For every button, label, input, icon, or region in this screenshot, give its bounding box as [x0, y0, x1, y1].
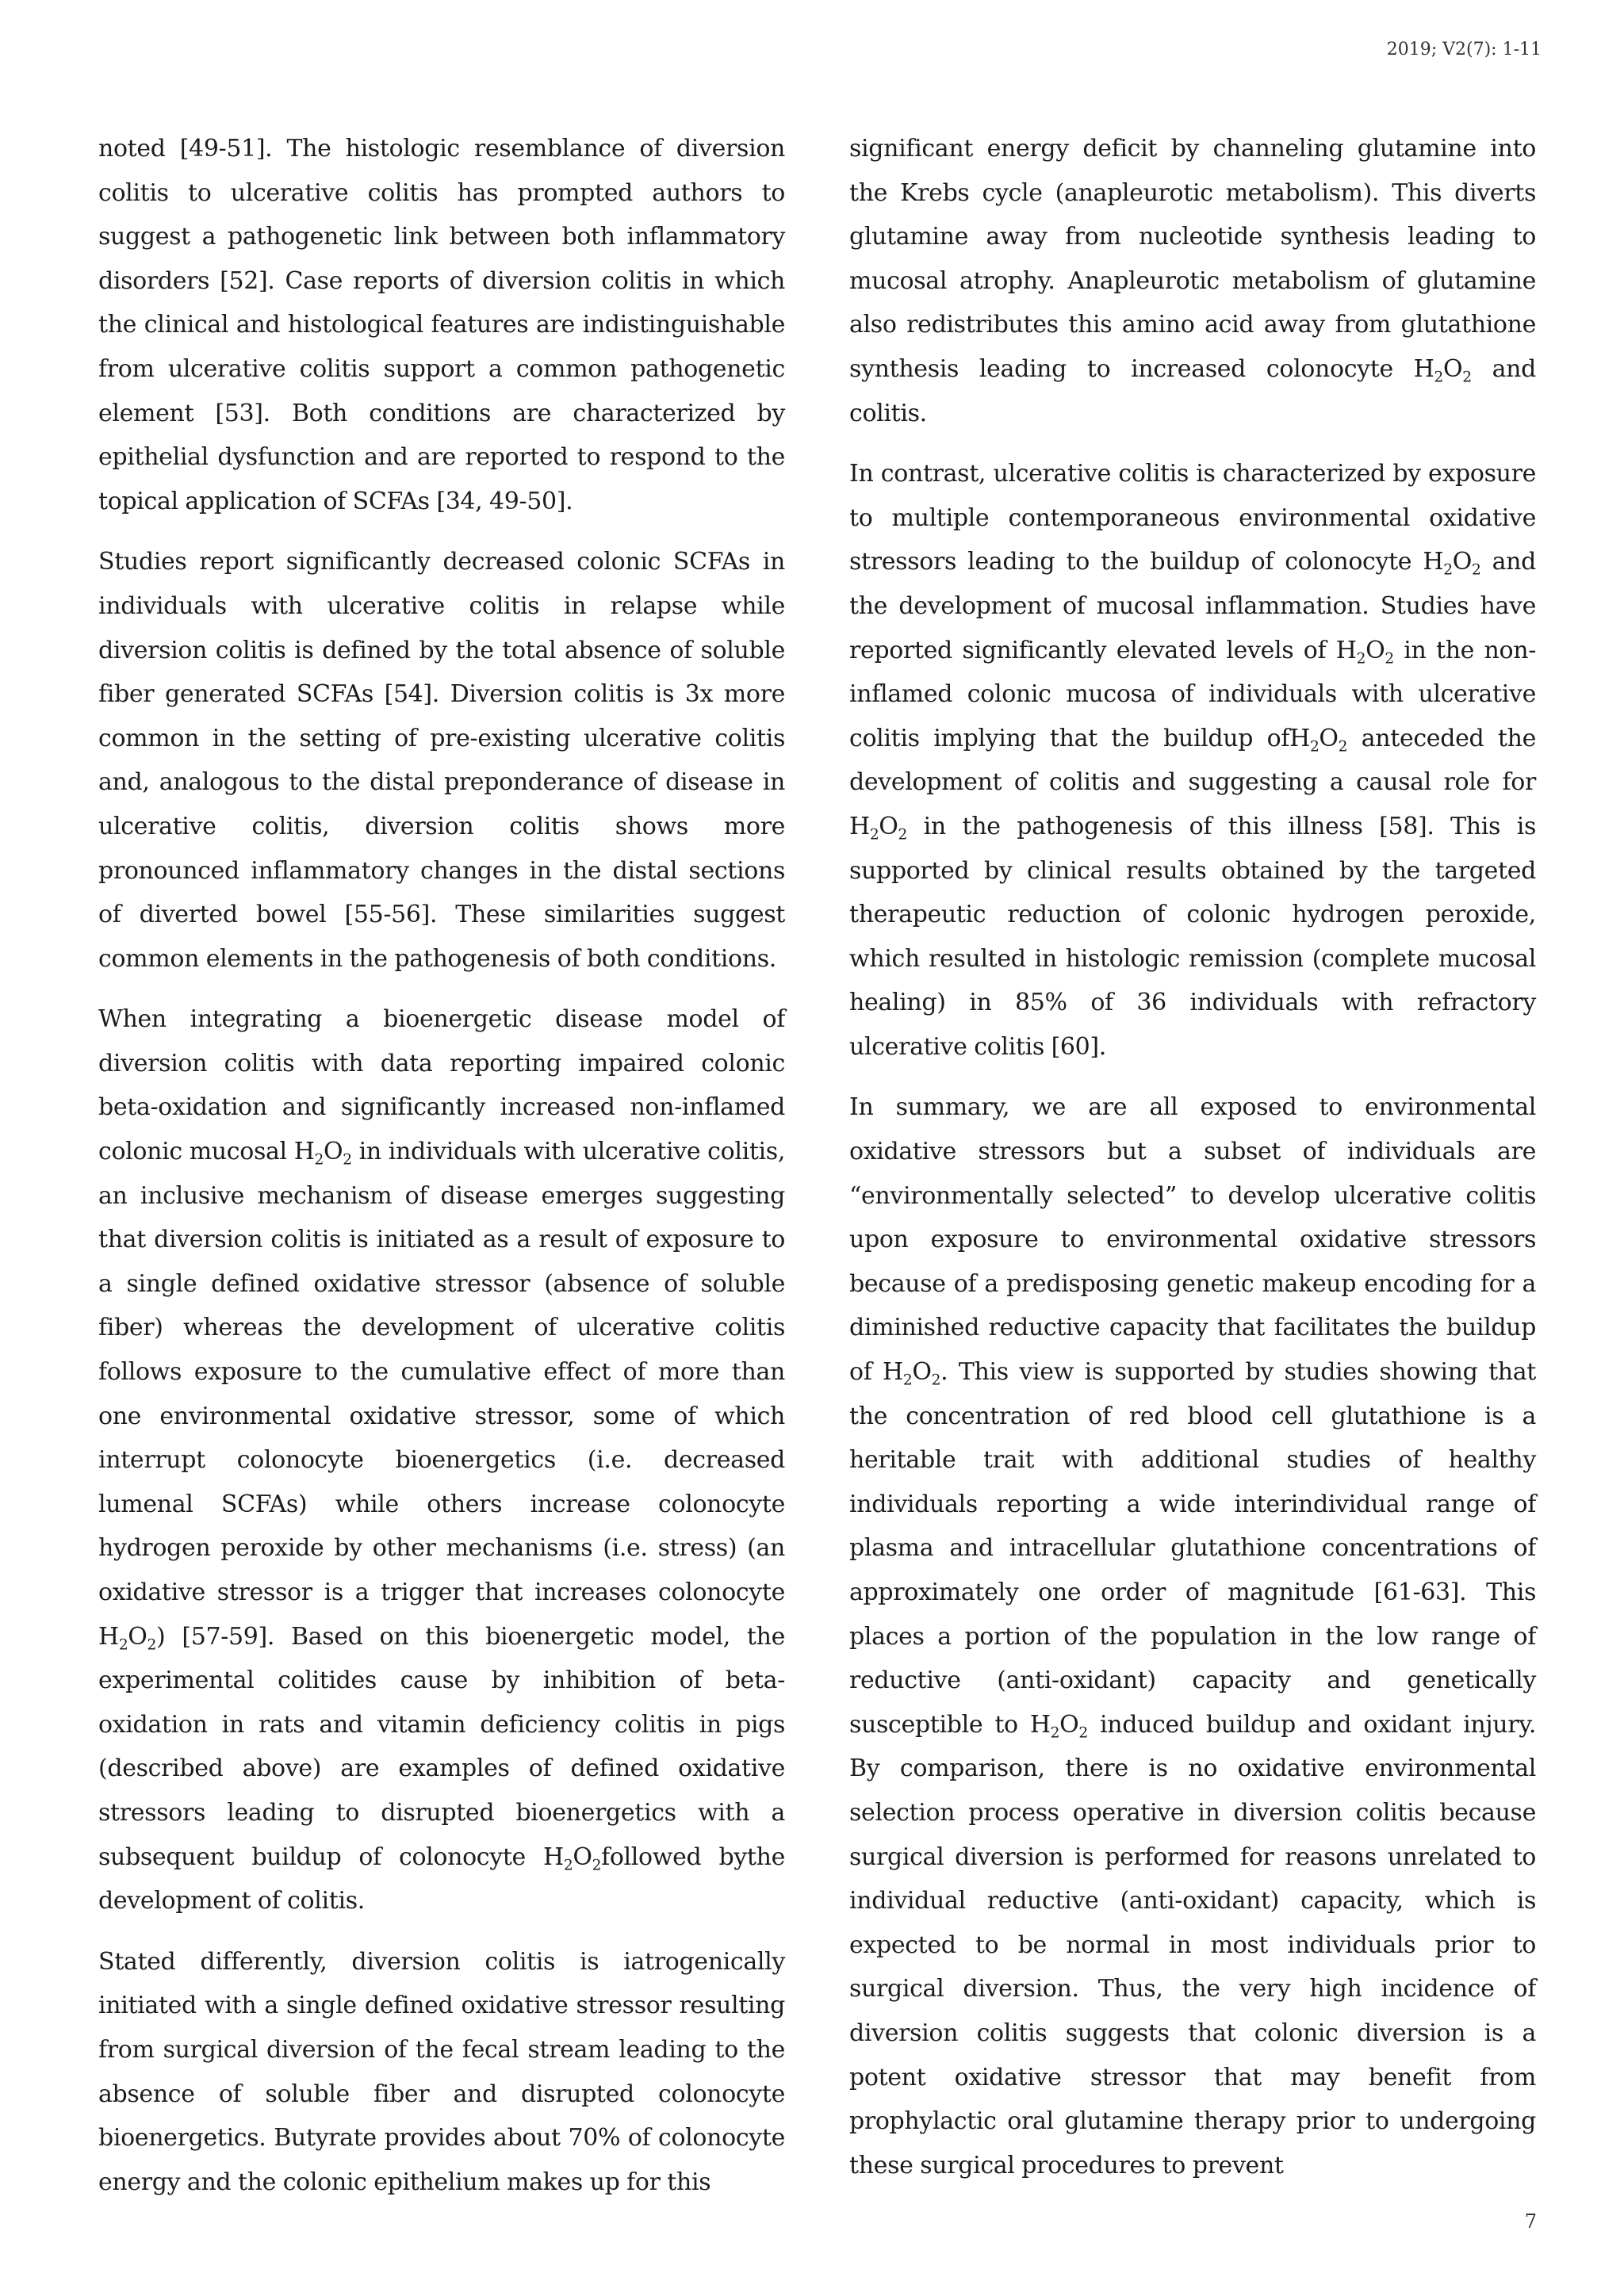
subscript: 2	[147, 1636, 157, 1654]
subscript: 2	[592, 1857, 602, 1874]
text-run: O	[1452, 548, 1472, 576]
text-run: ) [57-59]. Based on this bioenergetic model, the experimental colitides cause by inhibition of beta-oxidation in rats and vitamin deficiency colitis in pigs (described above) are examples of defined oxidative stressors leading to disrupted bioenergetics with a subsequent buildup of colonocyte H	[98, 1622, 785, 1871]
text-run: noted [49-51]. The histologic resemblance of diversion colitis to ulcerative colitis has prompted authors to suggest a pathogenetic link between both inflammatory disorders [52]. Case reports of diversion colitis in which the clinical and histological features are indistinguishable from ulcerative colitis support a common pathogenetic element [53]. Both conditions are characterized by epithelial dysfunction and are reported to respond to the topical application of SCFAs [34, 49-50].	[98, 135, 785, 515]
body-paragraph	[98, 127, 785, 523]
text-run: . This view is supported by studies showing that the concentration of red blood cell glutathione is a heritable trait with additional studies of healthy individuals reporting a wide interindividual range of plasma and intracellular glutathione concentrations of approximately one order of magnitude [61-63]. This places a portion of the population in the low range of reductive (anti-oxidant) capacity and genetically susceptible to H	[849, 1358, 1536, 1739]
text-run: and colitis.	[849, 354, 1536, 427]
text-run: O	[573, 1843, 592, 1871]
text-run: induced buildup and oxidant injury. By comparison, there is no oxidative environmental selection process operative in diversion colitis because surgical diversion is performed for reasons unrelated to individual reductive (anti-oxidant) capacity, which is expected to be normal in most individuals prior to surgical diversion. Thus, the very high incidence of diversion colitis suggests that colonic diversion is a potent oxidative stressor that may benefit from prophylactic oral glutamine therapy prior to undergoing these surgical procedures to prevent	[849, 1710, 1536, 2179]
text-run: in the pathogenesis of this illness [58]. This is supported by clinical results obtained by the targeted therapeutic reduction of colonic hydrogen peroxide, which resulted in histologic remission (complete mucosal healing) in 85% of 36 individuals with refractory ulcerative colitis [60].	[849, 812, 1536, 1061]
subscript: 2	[902, 1372, 913, 1389]
text-run: O	[879, 812, 898, 840]
subscript: 2	[343, 1151, 352, 1169]
body-paragraph	[849, 452, 1536, 1069]
text-run: O	[912, 1358, 932, 1387]
text-run: anteceded the development of colitis and suggesting a causal role for H	[849, 724, 1536, 840]
body-paragraph	[849, 127, 1536, 435]
text-run: in the non-inflamed colonic mucosa of individuals with ulcerative colitis implying that the buildup ofH	[849, 636, 1536, 752]
subscript: 2	[1385, 650, 1394, 668]
subscript: 2	[1434, 369, 1444, 386]
text-run: O	[128, 1622, 147, 1651]
text-run: O	[1443, 354, 1463, 383]
text-run: and the development of mucosal inflammation. Studies have reported significantly elevated levels of H	[849, 548, 1536, 664]
subscript: 2	[869, 826, 879, 844]
subscript: 2	[1078, 1724, 1088, 1742]
text-run: Stated differently, diversion colitis is iatrogenically initiated with a single defined oxidative stressor resulting from surgical diversion of the fecal stream leading to the absence of soluble fiber and disrupted colonocyte bioenergetics. Butyrate provides about 70% of colonocyte energy and the colonic epithelium makes up for this	[98, 1947, 785, 2196]
body-paragraph	[98, 1940, 785, 2205]
subscript: 2	[1338, 738, 1348, 756]
left-column	[98, 127, 785, 2221]
body-paragraph	[849, 1085, 1536, 2187]
text-run: In summary, we are all exposed to environmental oxidative stressors but a subset of individuals are “environmentally selected” to develop ulcerative colitis upon exposure to environmental oxidative stressors because of a predisposing genetic makeup encoding for a diminished reductive capacity that facilitates the buildup of H	[849, 1093, 1536, 1387]
subscript: 2	[898, 826, 908, 844]
subscript: 2	[314, 1151, 324, 1169]
text-run: O	[1059, 1710, 1079, 1739]
subscript: 2	[563, 1857, 573, 1874]
subscript: 2	[1471, 561, 1481, 579]
subscript: 2	[1309, 738, 1320, 756]
text-run: O	[1319, 724, 1339, 752]
subscript: 2	[1356, 650, 1366, 668]
text-run: in individuals with ulcerative colitis, an inclusive mechanism of disease emerges suggesting that diversion colitis is initiated as a result of exposure to a single defined oxidative stressor (absence of soluble fiber) whereas the development of ulcerative colitis follows exposure to the cumulative effect of more than one environmental oxidative stressor, some of which interrupt colonocyte bioenergetics (i.e. decreased lumenal SCFAs) while others increase colonocyte hydrogen peroxide by other mechanisms (i.e. stress) (an oxidative stressor is a trigger that increases colonocyte H	[98, 1138, 786, 1651]
text-run: When integrating a bioenergetic disease model of diversion colitis with data reporting impaired colonic beta-oxidation and significantly increased non-inflamed colonic mucosal H	[98, 1005, 785, 1166]
subscript: 2	[118, 1636, 128, 1654]
text-run: Studies report significantly decreased colonic SCFAs in individuals with ulcerative colitis in relapse while diversion colitis is defined by the total absence of soluble fiber generated SCFAs [54]. Diversion colitis is 3x more common in the setting of pre-existing ulcerative colitis and, analogous to the distal preponderance of disease in ulcerative colitis, diversion colitis shows more pronounced inflammatory changes in the distal sections of diverted bowel [55-56]. These similarities suggest common elements in the pathogenesis of both conditions.	[98, 548, 785, 973]
text-run: followed bythe development of colitis.	[98, 1843, 785, 1915]
running-header-citation: 2019; V2(7): 1-11	[1386, 40, 1542, 59]
text-run: significant energy deficit by channeling glutamine into the Krebs cycle (anapleurotic metabolism). This diverts glutamine away from nucleotide synthesis leading to mucosal atrophy. Anapleurotic metabolism of glutamine also redistributes this amino acid away from glutathione synthesis leading to increased colonocyte H	[849, 135, 1536, 383]
text-run: In contrast, ulcerative colitis is characterized by exposure to multiple contemporaneous environmental oxidative stressors leading to the buildup of colonocyte H	[849, 460, 1536, 576]
page-number: 7	[1524, 2210, 1537, 2233]
body-paragraph	[98, 997, 785, 1923]
body-paragraph	[98, 540, 785, 981]
subscript: 2	[1050, 1724, 1060, 1742]
text-run: O	[1365, 636, 1385, 664]
right-column	[849, 127, 1536, 2204]
text-run: O	[324, 1138, 343, 1166]
subscript: 2	[1462, 369, 1472, 386]
subscript: 2	[1443, 561, 1453, 579]
subscript: 2	[931, 1372, 941, 1389]
